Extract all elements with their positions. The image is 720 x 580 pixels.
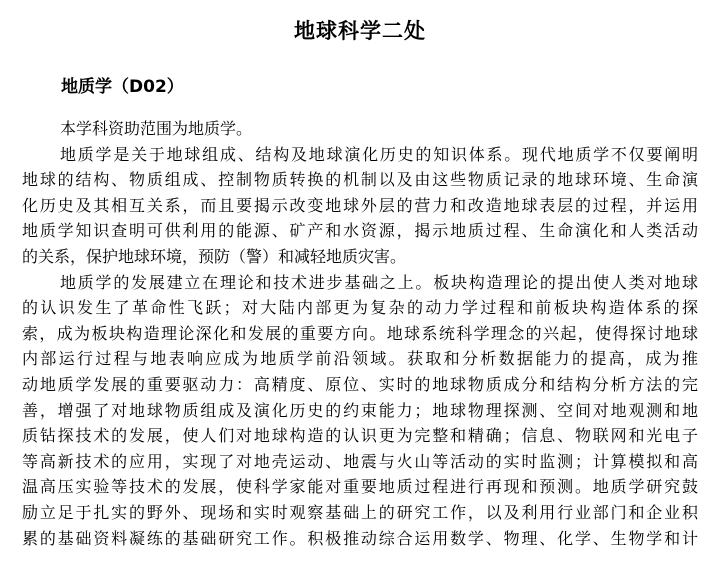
text-line: 温高压实验等技术的发展，使科学家能对重要地质过程进行再现和预测。地质学研究鼓 bbox=[22, 477, 698, 497]
text-line: 动地质学发展的重要驱动力：高精度、原位、实时的地球物质成分和结构分析方法的完 bbox=[22, 374, 698, 394]
text-line: 地质学的发展建立在理论和技术进步基础之上。板块构造理论的提出使人类对地球 bbox=[60, 272, 698, 292]
text-line: 地球的结构、物质组成、控制物质转换的机制以及由这些物质记录的地球环境、生命演 bbox=[22, 170, 698, 190]
text-line: 等高新技术的应用，实现了对地壳运动、地震与火山等活动的实时监测；计算模拟和高 bbox=[22, 451, 698, 471]
text-line: 本学科资助范围为地质学。 bbox=[60, 119, 253, 138]
body-text bbox=[22, 116, 698, 551]
page-title: 地球科学二处 bbox=[294, 19, 426, 43]
text-line: 地质学是关于地球组成、结构及地球演化历史的知识体系。现代地质学不仅要阐明 bbox=[60, 144, 698, 164]
text-line: 的认识发生了革命性飞跃；对大陆内部更为复杂的动力学过程和前板块构造体系的探 bbox=[22, 298, 698, 318]
text-line: 内部运行过程与地表响应成为地质学前沿领域。获取和分析数据能力的提高，成为推 bbox=[22, 349, 698, 369]
text-line: 质钻探技术的发展，使人们对地球构造的认识更为完整和精确；信息、物联网和光电子 bbox=[22, 426, 698, 446]
text-line: 励立足于扎实的野外、现场和实时观察基础上的研究工作，以及利用行业部门和企业积 bbox=[22, 502, 698, 522]
text-line: 索，成为板块构造理论深化和发展的重要方向。地球系统科学理念的兴起，使得探讨地球 bbox=[22, 323, 698, 343]
text-line: 善，增强了对地球物质组成及演化历史的约束能力；地球物理探测、空间对地观测和地 bbox=[22, 400, 698, 420]
text-line: 累的基础资料凝练的基础研究工作。积极推动综合运用数学、物理、化学、生物学和计 bbox=[22, 528, 698, 548]
section-heading: 地质学（D02） bbox=[61, 77, 184, 97]
text-line: 的关系，保护地球环境，预防（警）和减轻地质灾害。 bbox=[22, 246, 407, 266]
text-line: 化历史及其相互关系，而且要揭示改变地球外层的营力和改造地球表层的过程，并运用 bbox=[22, 195, 698, 215]
text-line: 地质学知识查明可供利用的能源、矿产和水资源，揭示地质过程、生命演化和人类活动 bbox=[22, 221, 698, 241]
